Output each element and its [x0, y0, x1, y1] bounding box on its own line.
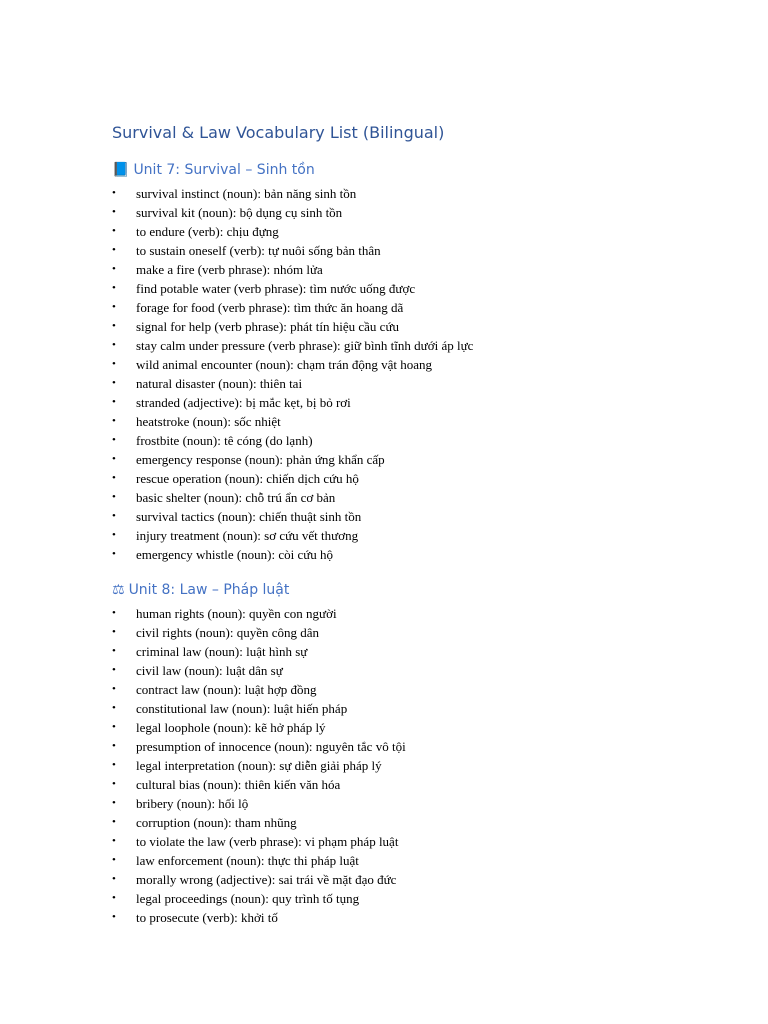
vocab-entry: rescue operation (noun): chiến dịch cứu hộ	[136, 471, 359, 486]
bullet-icon: •	[112, 626, 116, 638]
list-item	[112, 526, 473, 545]
vocab-entry: frostbite (noun): tê cóng (do lạnh)	[136, 433, 313, 448]
vocab-entry: corruption (noun): tham nhũng	[136, 815, 297, 830]
vocab-entry: stranded (adjective): bị mắc kẹt, bị bỏ rơi	[136, 395, 351, 410]
vocab-entry: emergency whistle (noun): còi cứu hộ	[136, 547, 334, 562]
bullet-icon: •	[112, 892, 116, 904]
vocab-entry: wild animal encounter (noun): chạm trán động vật hoang	[136, 357, 433, 372]
section-heading-text: Unit 8: Law – Pháp luật	[128, 582, 290, 598]
vocab-entry: signal for help (verb phrase): phát tín hiệu cầu cứu	[136, 319, 399, 334]
bullet-icon: •	[112, 510, 116, 522]
list-item	[112, 832, 406, 851]
vocab-entry: emergency response (noun): phản ứng khẩn cấp	[136, 452, 385, 467]
bullet-icon: •	[112, 816, 116, 828]
vocab-entry: cultural bias (noun): thiên kiến văn hóa	[136, 777, 341, 792]
vocab-entry: natural disaster (noun): thiên tai	[136, 376, 303, 391]
vocab-entry: morally wrong (adjective): sai trái về mặt đạo đức	[136, 872, 397, 887]
bullet-icon: •	[112, 244, 116, 256]
vocab-entry: to prosecute (verb): khởi tố	[136, 910, 278, 925]
list-item	[112, 870, 406, 889]
vocab-entry: civil law (noun): luật dân sự	[136, 663, 283, 678]
bullet-icon: •	[112, 759, 116, 771]
scales-icon: ⚖	[112, 582, 125, 598]
list-item	[112, 336, 473, 355]
list-item	[112, 623, 406, 642]
bullet-icon: •	[112, 320, 116, 332]
bullet-icon: •	[112, 415, 116, 427]
bullet-icon: •	[112, 664, 116, 676]
list-item	[112, 184, 473, 203]
list-item	[112, 775, 406, 794]
section-heading-survival	[112, 162, 315, 178]
list-item	[112, 412, 473, 431]
bullet-icon: •	[112, 548, 116, 560]
vocab-entry: heatstroke (noun): sốc nhiệt	[136, 414, 281, 429]
vocab-entry: presumption of innocence (noun): nguyên tắc vô tội	[136, 739, 406, 754]
list-item	[112, 642, 406, 661]
list-item	[112, 756, 406, 775]
list-item	[112, 241, 473, 260]
list-item	[112, 545, 473, 564]
vocab-entry: forage for food (verb phrase): tìm thức ăn hoang dã	[136, 300, 404, 315]
bullet-icon: •	[112, 873, 116, 885]
list-item	[112, 279, 473, 298]
bullet-icon: •	[112, 778, 116, 790]
bullet-icon: •	[112, 491, 116, 503]
vocab-entry: civil rights (noun): quyền công dân	[136, 625, 320, 640]
vocab-entry: legal loophole (noun): kẽ hở pháp lý	[136, 720, 326, 735]
list-item	[112, 393, 473, 412]
bullet-icon: •	[112, 358, 116, 370]
vocab-entry: injury treatment (noun): sơ cứu vết thương	[136, 528, 359, 543]
vocab-entry: survival tactics (noun): chiến thuật sinh tồn	[136, 509, 362, 524]
bullet-icon: •	[112, 607, 116, 619]
vocab-entry: to sustain oneself (verb): tự nuôi sống bản thân	[136, 243, 381, 258]
list-item	[112, 488, 473, 507]
vocab-entry: survival kit (noun): bộ dụng cụ sinh tồn	[136, 205, 343, 220]
list-item	[112, 298, 473, 317]
list-item	[112, 908, 406, 927]
list-item	[112, 355, 473, 374]
bullet-icon: •	[112, 377, 116, 389]
bullet-icon: •	[112, 854, 116, 866]
vocab-entry: make a fire (verb phrase): nhóm lửa	[136, 262, 323, 277]
bullet-icon: •	[112, 721, 116, 733]
bullet-icon: •	[112, 529, 116, 541]
vocab-entry: criminal law (noun): luật hình sự	[136, 644, 308, 659]
list-item	[112, 889, 406, 908]
list-item	[112, 699, 406, 718]
list-item	[112, 737, 406, 756]
vocab-entry: legal proceedings (noun): quy trình tố tụng	[136, 891, 360, 906]
vocab-entry: to endure (verb): chịu đựng	[136, 224, 279, 239]
bullet-icon: •	[112, 740, 116, 752]
list-item	[112, 317, 473, 336]
list-item	[112, 794, 406, 813]
bullet-icon: •	[112, 911, 116, 923]
list-item	[112, 203, 473, 222]
vocab-entry: bribery (noun): hối lộ	[136, 796, 249, 811]
bullet-icon: •	[112, 434, 116, 446]
section-heading-text: Unit 7: Survival – Sinh tồn	[133, 162, 315, 178]
vocab-entry: human rights (noun): quyền con người	[136, 606, 337, 621]
vocab-list-survival	[112, 184, 473, 564]
bullet-icon: •	[112, 472, 116, 484]
bullet-icon: •	[112, 396, 116, 408]
vocab-entry: contract law (noun): luật hợp đồng	[136, 682, 317, 697]
bullet-icon: •	[112, 339, 116, 351]
vocab-entry: basic shelter (noun): chỗ trú ẩn cơ bản	[136, 490, 336, 505]
vocab-entry: find potable water (verb phrase): tìm nước uống được	[136, 281, 416, 296]
list-item	[112, 813, 406, 832]
vocab-entry: legal interpretation (noun): sự diễn giải pháp lý	[136, 758, 382, 773]
bullet-icon: •	[112, 301, 116, 313]
list-item	[112, 222, 473, 241]
vocab-entry: constitutional law (noun): luật hiến pháp	[136, 701, 348, 716]
vocab-entry: law enforcement (noun): thực thi pháp luật	[136, 853, 359, 868]
bullet-icon: •	[112, 187, 116, 199]
bullet-icon: •	[112, 683, 116, 695]
list-item	[112, 680, 406, 699]
bullet-icon: •	[112, 453, 116, 465]
document-title: Survival & Law Vocabulary List (Bilingual)	[112, 123, 445, 142]
vocab-entry: to violate the law (verb phrase): vi phạm pháp luật	[136, 834, 399, 849]
list-item	[112, 431, 473, 450]
vocab-entry: stay calm under pressure (verb phrase): giữ bình tĩnh dưới áp lực	[136, 338, 474, 353]
list-item	[112, 374, 473, 393]
bullet-icon: •	[112, 645, 116, 657]
list-item	[112, 507, 473, 526]
list-item	[112, 851, 406, 870]
bullet-icon: •	[112, 797, 116, 809]
list-item	[112, 604, 406, 623]
list-item	[112, 661, 406, 680]
bullet-icon: •	[112, 282, 116, 294]
list-item	[112, 260, 473, 279]
bullet-icon: •	[112, 835, 116, 847]
bullet-icon: •	[112, 225, 116, 237]
bullet-icon: •	[112, 702, 116, 714]
list-item	[112, 450, 473, 469]
list-item	[112, 718, 406, 737]
vocab-entry: survival instinct (noun): bản năng sinh tồn	[136, 186, 357, 201]
vocab-list-law	[112, 604, 406, 927]
section-heading-law	[112, 582, 289, 598]
bullet-icon: •	[112, 206, 116, 218]
list-item	[112, 469, 473, 488]
bullet-icon: •	[112, 263, 116, 275]
book-icon: 📘	[112, 162, 130, 178]
